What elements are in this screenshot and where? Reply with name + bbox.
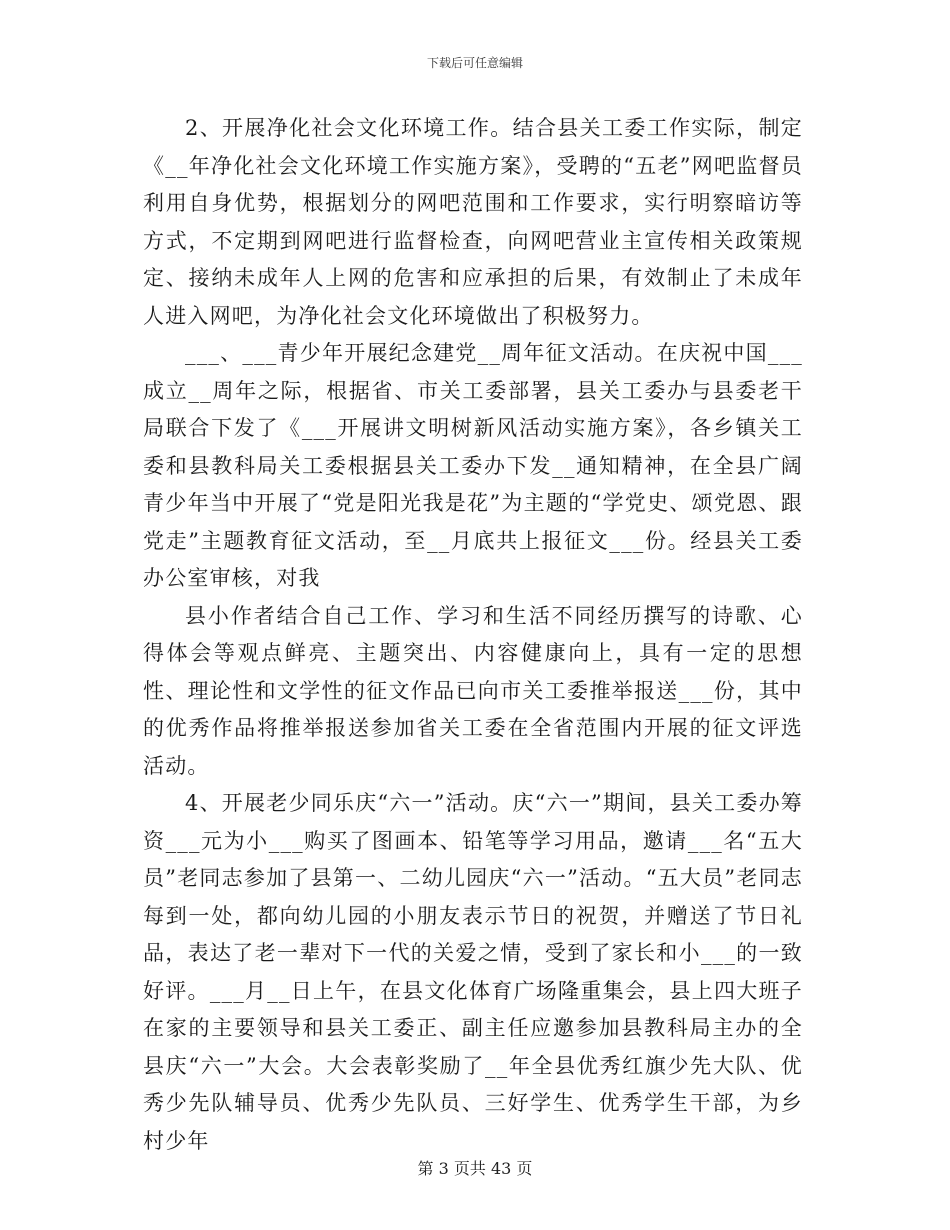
page-number-footer: 第 3 页共 43 页 bbox=[417, 1159, 533, 1178]
paragraph-2-purify-culture: 2、开展净化社会文化环境工作。结合县关工委工作实际，制定《__年净化社会文化环境工作实施方案》，受聘的“五老”网吧监督员利用自身优势，根据划分的网吧范围和工作要求，实行明察暗访等方式，不定期到网吧进行监督检查，向网吧营业主宣传相关政策规定、接纳未成年人上网的危害和应承担的后果，有效制止了未成年人进入网吧，为净化社会文化环境做出了积极努力。 bbox=[143, 116, 803, 328]
paragraph-3-continued: 县小作者结合自己工作、学习和生活不同经历撰写的诗歌、心得体会等观点鲜亮、主题突出、内容健康向上，具有一定的思想性、理论性和文学性的征文作品已向市关工委推举报送___份，其中的优秀作品将推举报送参加省关工委在全省范围内开展的征文评选活动。 bbox=[143, 603, 803, 778]
page-header: 下载后可任意编辑 bbox=[426, 56, 523, 70]
paragraph-4-childrens-day: 4、开展老少同乐庆“六一”活动。庆“六一”期间，县关工委办筹资___元为小___购买了图画本、铅笔等学习用品，邀请___名“五大员”老同志参加了县第一、二幼儿园庆“六一”活动。“五大员”老同志每到一处，都向幼儿园的小朋友表示节日的祝贺，并赠送了节日礼品，表达了老一辈对下一代的关爱之情，受到了家长和小___的一致好评。___月__日上午，在县文化体育广场隆重集会，县上四大班子在家的主要领导和县关工委正、副主任应邀参加县教科局主办的全县庆“六一”大会。大会表彰奖励了__年全县优秀红旗少先大队、优秀少先队辅导员、优秀少先队员、三好学生、优秀学生干部，为乡村少年 bbox=[143, 791, 803, 1153]
document-body bbox=[143, 110, 803, 1160]
paragraph-3-essay-activity: ___、___青少年开展纪念建党__周年征文活动。在庆祝中国___成立__周年之际，根据省、市关工委部署，县关工委办与县委老干局联合下发了《___开展讲文明树新风活动实施方案》，各乡镇关工委和县教科局关工委根据县关工委办下发__通知精神，在全县广阔青少年当中开展了“党是阳光我是花”为主题的“学党史、颂党恩、跟党走”主题教育征文活动，至__月底共上报征文___份。经县关工委办公室审核，对我 bbox=[143, 341, 803, 590]
